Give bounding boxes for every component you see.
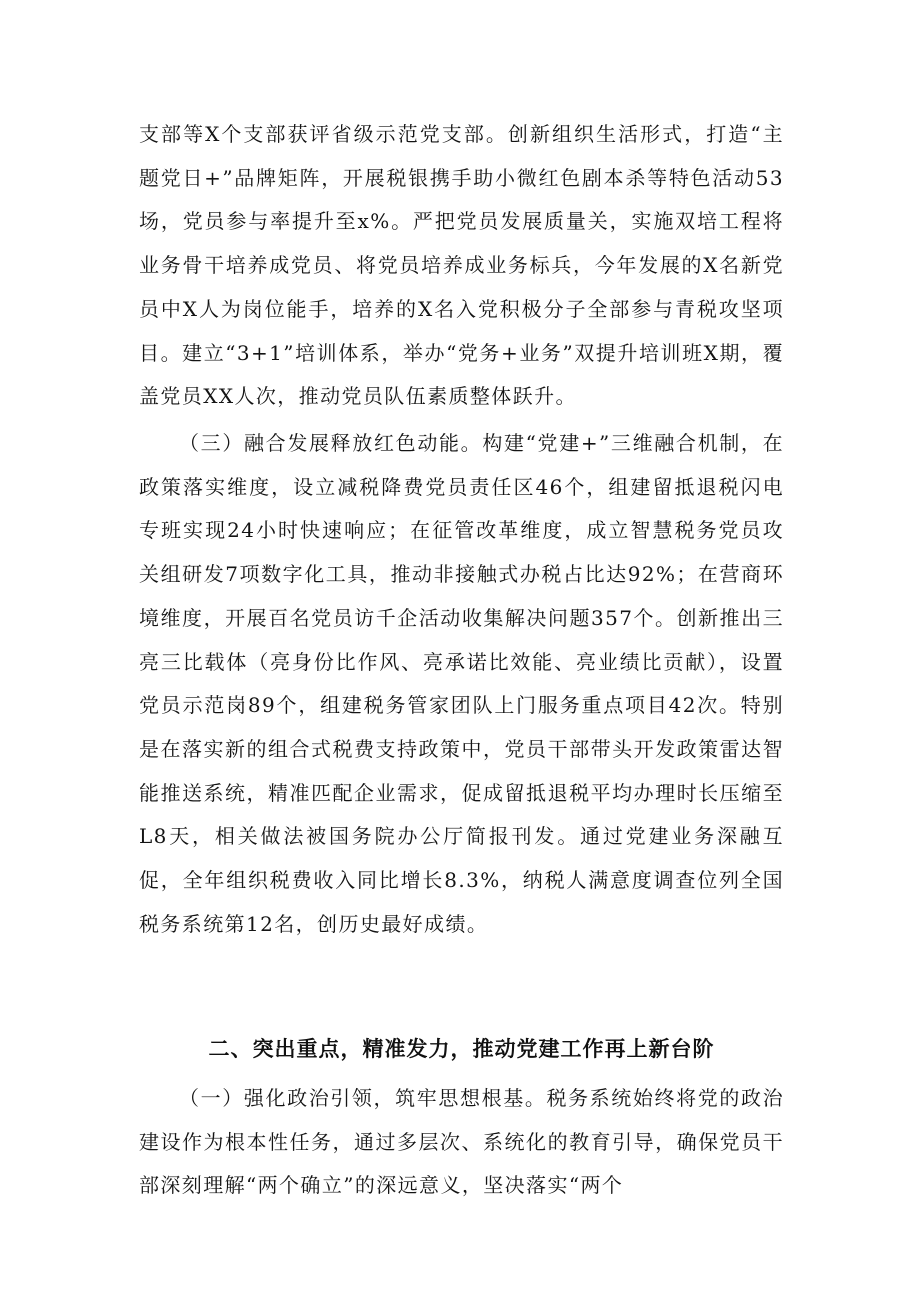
paragraph-branch-building: 支部等X个支部获评省级示范党支部。创新组织生活形式，打造“主题党日+”品牌矩阵，开展税银携手助小微红色剧本杀等特色活动53场，党员参与率提升至x%。严把党员发展质量关，实施双培工程将业务骨干培养成党员、将党员培养成业务标兵，今年发展的X名新党员中X人为岗位能手，培养的X名入党积极分子全部参与青税攻坚项目。建立“3+1”培训体系，举办“党务+业务”双提升培训班X期，覆盖党员XX人次，推动党员队伍素质整体跃升。 <box>139 122 784 409</box>
paragraph-political-guidance: （一）强化政治引领，筑牢思想根基。税务系统始终将党的政治建设作为根本性任务，通过多层次、系统化的教育引导，确保党员干部深刻理解“两个确立”的深远意义，坚决落实“两个 <box>139 1086 784 1198</box>
paragraph-integrated-development: （三）融合发展释放红色动能。构建“党建+”三维融合机制，在政策落实维度，设立减税降费党员责任区46个，组建留抵退税闪电专班实现24小时快速响应；在征管改革维度，成立智慧税务党员攻关组研发7项数字化工具，推动非接触式办税占比达92%；在营商环境维度，开展百名党员访千企活动收集解决问题357个。创新推出三亮三比载体（亮身份比作风、亮承诺比效能、亮业绩比贡献），设置党员示范岗89个，组建税务管家团队上门服务重点项目42次。特别是在落实新的组合式税费支持政策中，党员干部带头开发政策雷达智能推送系统，精准匹配企业需求，促成留抵退税平均办理时长压缩至L8天，相关做法被国务院办公厅简报刊发。通过党建业务深融互促，全年组织税费收入同比增长8.3%，纳税人满意度调查位列全国税务系统第12名，创历史最好成绩。 <box>139 431 784 936</box>
section-heading: 二、突出重点，精准发力，推动党建工作再上新台阶 <box>208 1037 715 1061</box>
